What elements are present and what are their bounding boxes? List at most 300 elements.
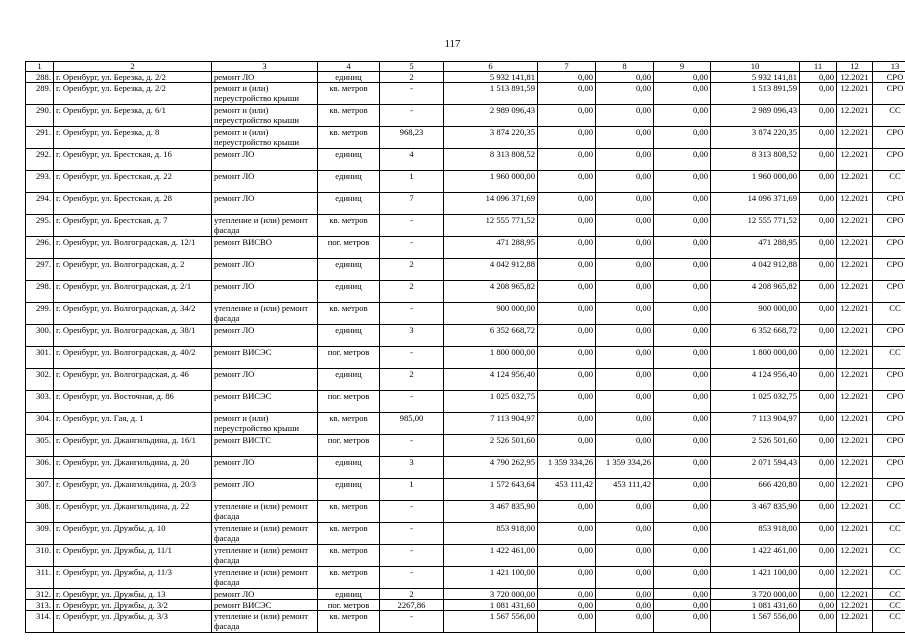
unit-cell: кв. метров [318,127,380,149]
work-type-cell: ремонт ЛО [212,259,318,281]
table-row [26,589,905,600]
column-number-cell: 6 [444,62,538,72]
completion-date-cell: 12.2021 [837,391,873,413]
amount-col7-cell: 0,00 [538,347,596,369]
quantity-cell: - [380,567,444,589]
completion-date-cell: 12.2021 [837,193,873,215]
address-cell: г. Оренбург, ул. Волгоградская, д. 2/1 [54,281,212,303]
total-cost-cell: 3 874 220,35 [444,127,538,149]
amount-col9-cell: 0,00 [654,501,711,523]
amount-col11-cell: 0,00 [800,457,837,479]
amount-col7-cell: 0,00 [538,413,596,435]
completion-date-cell: 12.2021 [837,413,873,435]
amount-col7-cell: 0,00 [538,523,596,545]
work-type-cell: ремонт ВИСЭС [212,347,318,369]
amount-col9-cell: 0,00 [654,303,711,325]
total-cost-cell: 1 081 431,60 [444,600,538,611]
quantity-cell: 2 [380,281,444,303]
table-row [26,567,905,589]
completion-date-cell: 12.2021 [837,127,873,149]
unit-cell: пог. метров [318,347,380,369]
amount-col8-cell: 0,00 [596,325,654,347]
completion-date-cell: 12.2021 [837,545,873,567]
work-type-cell: утепление и (или) ремонт фасада [212,215,318,237]
row-number-cell: 297. [26,259,54,281]
work-type-cell: утепление и (или) ремонт фасада [212,545,318,567]
table-row [26,303,905,325]
row-number-cell: 305. [26,435,54,457]
quantity-cell: - [380,237,444,259]
amount-col10-cell: 7 113 904,97 [711,413,800,435]
address-cell: г. Оренбург, ул. Восточная, д. 86 [54,391,212,413]
row-number-cell: 312. [26,589,54,600]
unit-cell: кв. метров [318,105,380,127]
completion-date-cell: 12.2021 [837,523,873,545]
unit-cell: единиц [318,193,380,215]
table-row [26,237,905,259]
method-cell: СРО [873,391,905,413]
table-row [26,83,905,105]
work-type-cell: ремонт ВИСЭС [212,600,318,611]
method-cell: СС [873,600,905,611]
method-cell: СРО [873,83,905,105]
amount-col7-cell: 0,00 [538,501,596,523]
column-number-cell: 9 [654,62,711,72]
amount-col11-cell: 0,00 [800,391,837,413]
amount-col11-cell: 0,00 [800,501,837,523]
method-cell: СРО [873,127,905,149]
address-cell: г. Оренбург, ул. Волгоградская, д. 12/1 [54,237,212,259]
quantity-cell: 2 [380,259,444,281]
row-number-cell: 314. [26,611,54,633]
table-row [26,523,905,545]
method-cell: СС [873,545,905,567]
amount-col9-cell: 0,00 [654,479,711,501]
amount-col10-cell: 666 420,80 [711,479,800,501]
address-cell: г. Оренбург, ул. Березка, д. 2/2 [54,83,212,105]
amount-col10-cell: 4 124 956,40 [711,369,800,391]
address-cell: г. Оренбург, ул. Дружбы, д. 10 [54,523,212,545]
unit-cell: кв. метров [318,501,380,523]
amount-col10-cell: 1 513 891,59 [711,83,800,105]
amount-col8-cell: 0,00 [596,215,654,237]
total-cost-cell: 900 000,00 [444,303,538,325]
column-number-cell: 11 [800,62,837,72]
quantity-cell: 3 [380,457,444,479]
total-cost-cell: 2 989 096,43 [444,105,538,127]
column-number-cell: 5 [380,62,444,72]
amount-col10-cell: 3 874 220,35 [711,127,800,149]
amount-col11-cell: 0,00 [800,171,837,193]
method-cell: СС [873,523,905,545]
row-number-cell: 299. [26,303,54,325]
quantity-cell: 2 [380,589,444,600]
address-cell: г. Оренбург, ул. Джангильдина, д. 22 [54,501,212,523]
column-number-row [26,62,905,72]
column-number-cell: 12 [837,62,873,72]
unit-cell: кв. метров [318,83,380,105]
total-cost-cell: 3 720 000,00 [444,589,538,600]
amount-col11-cell: 0,00 [800,435,837,457]
unit-cell: пог. метров [318,435,380,457]
amount-col8-cell: 0,00 [596,105,654,127]
work-type-cell: ремонт и (или) переустройство крыши [212,127,318,149]
completion-date-cell: 12.2021 [837,149,873,171]
amount-col11-cell: 0,00 [800,72,837,83]
row-number-cell: 290. [26,105,54,127]
amount-col10-cell: 3 467 835,90 [711,501,800,523]
completion-date-cell: 12.2021 [837,72,873,83]
address-cell: г. Оренбург, ул. Гая, д. 1 [54,413,212,435]
method-cell: СРО [873,325,905,347]
amount-col11-cell: 0,00 [800,589,837,600]
table-body [26,62,905,633]
amount-col10-cell: 1 421 100,00 [711,567,800,589]
amount-col9-cell: 0,00 [654,545,711,567]
method-cell: СРО [873,259,905,281]
address-cell: г. Оренбург, ул. Березка, д. 8 [54,127,212,149]
amount-col7-cell: 453 111,42 [538,479,596,501]
amount-col9-cell: 0,00 [654,611,711,633]
total-cost-cell: 4 208 965,82 [444,281,538,303]
table-row [26,501,905,523]
work-type-cell: ремонт ЛО [212,193,318,215]
quantity-cell: - [380,303,444,325]
address-cell: г. Оренбург, ул. Брестская, д. 28 [54,193,212,215]
address-cell: г. Оренбург, ул. Брестская, д. 22 [54,171,212,193]
unit-cell: кв. метров [318,413,380,435]
method-cell: СРО [873,237,905,259]
row-number-cell: 301. [26,347,54,369]
quantity-cell: - [380,435,444,457]
amount-col9-cell: 0,00 [654,83,711,105]
row-number-cell: 296. [26,237,54,259]
amount-col9-cell: 0,00 [654,347,711,369]
amount-col10-cell: 1 422 461,00 [711,545,800,567]
amount-col11-cell: 0,00 [800,105,837,127]
row-number-cell: 292. [26,149,54,171]
quantity-cell: - [380,83,444,105]
amount-col9-cell: 0,00 [654,171,711,193]
amount-col10-cell: 471 288,95 [711,237,800,259]
amount-col10-cell: 4 042 912,88 [711,259,800,281]
completion-date-cell: 12.2021 [837,589,873,600]
quantity-cell: 3 [380,325,444,347]
method-cell: СРО [873,457,905,479]
amount-col10-cell: 14 096 371,69 [711,193,800,215]
total-cost-cell: 7 113 904,97 [444,413,538,435]
table-row [26,259,905,281]
completion-date-cell: 12.2021 [837,259,873,281]
amount-col9-cell: 0,00 [654,435,711,457]
page-number: 117 [444,38,461,50]
amount-col10-cell: 5 932 141,81 [711,72,800,83]
quantity-cell: - [380,545,444,567]
address-cell: г. Оренбург, ул. Дружбы, д. 3/3 [54,611,212,633]
quantity-cell: - [380,215,444,237]
total-cost-cell: 5 932 141,81 [444,72,538,83]
amount-col11-cell: 0,00 [800,127,837,149]
unit-cell: пог. метров [318,600,380,611]
method-cell: СС [873,567,905,589]
work-type-cell: ремонт и (или) переустройство крыши [212,413,318,435]
total-cost-cell: 1 025 032,75 [444,391,538,413]
amount-col7-cell: 0,00 [538,193,596,215]
amount-col8-cell: 0,00 [596,127,654,149]
amount-col9-cell: 0,00 [654,281,711,303]
amount-col7-cell: 0,00 [538,589,596,600]
amount-col10-cell: 4 208 965,82 [711,281,800,303]
amount-col8-cell: 0,00 [596,149,654,171]
amount-col7-cell: 0,00 [538,391,596,413]
work-type-cell: утепление и (или) ремонт фасада [212,611,318,633]
row-number-cell: 309. [26,523,54,545]
method-cell: СРО [873,435,905,457]
method-cell: СРО [873,413,905,435]
unit-cell: пог. метров [318,237,380,259]
work-type-cell: ремонт ЛО [212,72,318,83]
unit-cell: кв. метров [318,611,380,633]
amount-col9-cell: 0,00 [654,215,711,237]
amount-col11-cell: 0,00 [800,545,837,567]
completion-date-cell: 12.2021 [837,457,873,479]
amount-col11-cell: 0,00 [800,303,837,325]
row-number-cell: 311. [26,567,54,589]
address-cell: г. Оренбург, ул. Джангильдина, д. 16/1 [54,435,212,457]
amount-col9-cell: 0,00 [654,457,711,479]
method-cell: СС [873,611,905,633]
work-type-cell: ремонт ЛО [212,171,318,193]
quantity-cell: 2 [380,72,444,83]
address-cell: г. Оренбург, ул. Березка, д. 2/2 [54,72,212,83]
amount-col8-cell: 453 111,42 [596,479,654,501]
amount-col11-cell: 0,00 [800,215,837,237]
amount-col7-cell: 0,00 [538,171,596,193]
amount-col9-cell: 0,00 [654,413,711,435]
amount-col11-cell: 0,00 [800,83,837,105]
row-number-cell: 313. [26,600,54,611]
method-cell: СС [873,589,905,600]
row-number-cell: 308. [26,501,54,523]
amount-col8-cell: 0,00 [596,72,654,83]
method-cell: СС [873,303,905,325]
completion-date-cell: 12.2021 [837,611,873,633]
table-row [26,479,905,501]
column-number-cell: 2 [54,62,212,72]
method-cell: СРО [873,72,905,83]
method-cell: СРО [873,479,905,501]
amount-col8-cell: 0,00 [596,413,654,435]
completion-date-cell: 12.2021 [837,567,873,589]
address-cell: г. Оренбург, ул. Волгоградская, д. 2 [54,259,212,281]
amount-col8-cell: 1 359 334,26 [596,457,654,479]
table-row [26,215,905,237]
work-type-cell: утепление и (или) ремонт фасада [212,303,318,325]
unit-cell: единиц [318,325,380,347]
unit-cell: единиц [318,149,380,171]
amount-col8-cell: 0,00 [596,501,654,523]
completion-date-cell: 12.2021 [837,171,873,193]
total-cost-cell: 3 467 835,90 [444,501,538,523]
completion-date-cell: 12.2021 [837,347,873,369]
amount-col10-cell: 1 960 000,00 [711,171,800,193]
total-cost-cell: 1 960 000,00 [444,171,538,193]
unit-cell: кв. метров [318,545,380,567]
amount-col11-cell: 0,00 [800,567,837,589]
amount-col10-cell: 6 352 668,72 [711,325,800,347]
amount-col11-cell: 0,00 [800,259,837,281]
row-number-cell: 291. [26,127,54,149]
amount-col11-cell: 0,00 [800,347,837,369]
total-cost-cell: 6 352 668,72 [444,325,538,347]
total-cost-cell: 471 288,95 [444,237,538,259]
amount-col10-cell: 1 025 032,75 [711,391,800,413]
amount-col8-cell: 0,00 [596,369,654,391]
table-row [26,611,905,633]
amount-col9-cell: 0,00 [654,600,711,611]
amount-col7-cell: 0,00 [538,435,596,457]
address-cell: г. Оренбург, ул. Дружбы, д. 3/2 [54,600,212,611]
amount-col9-cell: 0,00 [654,72,711,83]
amount-col11-cell: 0,00 [800,611,837,633]
amount-col8-cell: 0,00 [596,259,654,281]
amount-col7-cell: 0,00 [538,567,596,589]
method-cell: СС [873,347,905,369]
unit-cell: кв. метров [318,215,380,237]
amount-col10-cell: 8 313 808,52 [711,149,800,171]
amount-col11-cell: 0,00 [800,523,837,545]
amount-col8-cell: 0,00 [596,391,654,413]
work-type-cell: ремонт ЛО [212,369,318,391]
unit-cell: единиц [318,259,380,281]
address-cell: г. Оренбург, ул. Волгоградская, д. 38/1 [54,325,212,347]
amount-col11-cell: 0,00 [800,325,837,347]
quantity-cell: - [380,105,444,127]
completion-date-cell: 12.2021 [837,479,873,501]
total-cost-cell: 1 421 100,00 [444,567,538,589]
amount-col11-cell: 0,00 [800,369,837,391]
amount-col7-cell: 0,00 [538,83,596,105]
amount-col9-cell: 0,00 [654,127,711,149]
amount-col7-cell: 0,00 [538,325,596,347]
program-table [25,61,905,633]
column-number-cell: 13 [873,62,905,72]
work-type-cell: ремонт ЛО [212,325,318,347]
amount-col8-cell: 0,00 [596,171,654,193]
amount-col10-cell: 1 800 000,00 [711,347,800,369]
row-number-cell: 307. [26,479,54,501]
amount-col8-cell: 0,00 [596,523,654,545]
address-cell: г. Оренбург, ул. Дружбы, д. 13 [54,589,212,600]
row-number-cell: 298. [26,281,54,303]
completion-date-cell: 12.2021 [837,83,873,105]
unit-cell: единиц [318,171,380,193]
row-number-cell: 293. [26,171,54,193]
amount-col11-cell: 0,00 [800,149,837,171]
amount-col7-cell: 0,00 [538,149,596,171]
amount-col11-cell: 0,00 [800,281,837,303]
amount-col8-cell: 0,00 [596,435,654,457]
amount-col9-cell: 0,00 [654,325,711,347]
column-number-cell: 1 [26,62,54,72]
table-row [26,105,905,127]
quantity-cell: - [380,501,444,523]
table-row [26,457,905,479]
total-cost-cell: 1 572 643,64 [444,479,538,501]
amount-col9-cell: 0,00 [654,589,711,600]
work-type-cell: утепление и (или) ремонт фасада [212,523,318,545]
quantity-cell: 2 [380,369,444,391]
method-cell: СРО [873,215,905,237]
total-cost-cell: 1 800 000,00 [444,347,538,369]
amount-col7-cell: 0,00 [538,545,596,567]
quantity-cell: - [380,391,444,413]
amount-col7-cell: 0,00 [538,259,596,281]
column-number-cell: 10 [711,62,800,72]
row-number-cell: 304. [26,413,54,435]
method-cell: СРО [873,369,905,391]
total-cost-cell: 14 096 371,69 [444,193,538,215]
completion-date-cell: 12.2021 [837,501,873,523]
amount-col11-cell: 0,00 [800,479,837,501]
amount-col8-cell: 0,00 [596,237,654,259]
amount-col9-cell: 0,00 [654,149,711,171]
method-cell: СРО [873,149,905,171]
amount-col8-cell: 0,00 [596,83,654,105]
total-cost-cell: 12 555 771,52 [444,215,538,237]
address-cell: г. Оренбург, ул. Брестская, д. 16 [54,149,212,171]
table-row [26,325,905,347]
method-cell: СС [873,171,905,193]
work-type-cell: ремонт ВИСЭС [212,391,318,413]
amount-col11-cell: 0,00 [800,193,837,215]
quantity-cell: 1 [380,479,444,501]
completion-date-cell: 12.2021 [837,105,873,127]
unit-cell: кв. метров [318,567,380,589]
address-cell: г. Оренбург, ул. Джангильдина, д. 20/3 [54,479,212,501]
row-number-cell: 310. [26,545,54,567]
total-cost-cell: 2 526 501,60 [444,435,538,457]
work-type-cell: ремонт ЛО [212,589,318,600]
work-type-cell: ремонт ВИСТС [212,435,318,457]
completion-date-cell: 12.2021 [837,600,873,611]
amount-col10-cell: 1 567 556,00 [711,611,800,633]
total-cost-cell: 1 513 891,59 [444,83,538,105]
table-row [26,193,905,215]
amount-col8-cell: 0,00 [596,347,654,369]
amount-col9-cell: 0,00 [654,567,711,589]
method-cell: СС [873,501,905,523]
quantity-cell: 7 [380,193,444,215]
work-type-cell: ремонт и (или) переустройство крыши [212,105,318,127]
quantity-cell: 4 [380,149,444,171]
column-number-cell: 7 [538,62,596,72]
table-row [26,435,905,457]
completion-date-cell: 12.2021 [837,369,873,391]
amount-col10-cell: 900 000,00 [711,303,800,325]
unit-cell: единиц [318,457,380,479]
row-number-cell: 288. [26,72,54,83]
work-type-cell: утепление и (или) ремонт фасада [212,501,318,523]
amount-col9-cell: 0,00 [654,105,711,127]
table-row [26,72,905,83]
method-cell: СС [873,105,905,127]
amount-col9-cell: 0,00 [654,237,711,259]
amount-col9-cell: 0,00 [654,193,711,215]
total-cost-cell: 4 790 262,95 [444,457,538,479]
amount-col8-cell: 0,00 [596,567,654,589]
table-row [26,171,905,193]
